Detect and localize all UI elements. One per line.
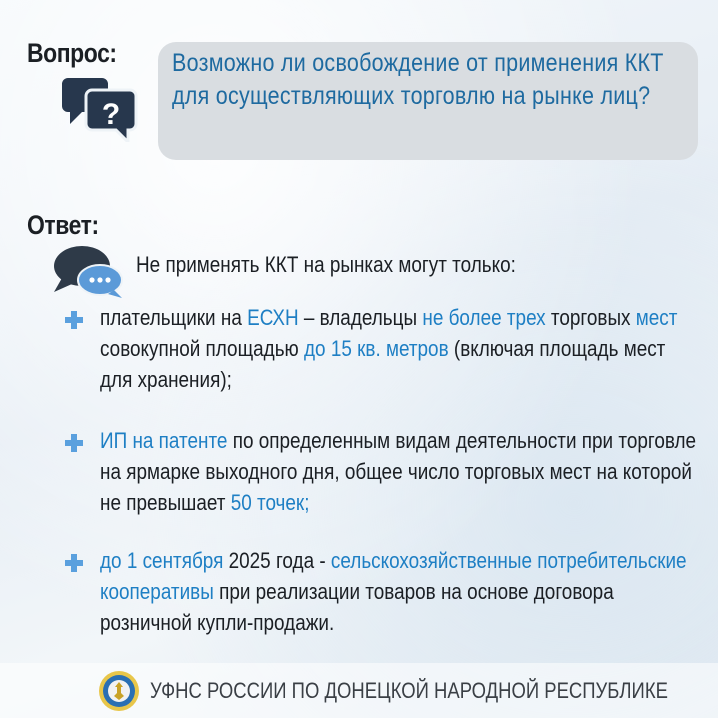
item-text-segment: при реализации товаров на основе договора розничной купли-продажи.	[100, 579, 614, 635]
question-text: Возможно ли освобождение от применения ККТ для осуществляющих торговлю на рынке лиц?	[172, 49, 664, 110]
highlighted-text: сельскохозяйственные потребительские кооперативы	[100, 548, 687, 604]
plus-bullet-icon	[64, 310, 84, 330]
item-text-segment: совокупной площадью	[100, 336, 305, 361]
list-item	[62, 302, 718, 395]
plus-bullet-icon	[64, 553, 84, 573]
question-label: Вопрос:	[27, 38, 117, 68]
highlighted-text: до 1 сентября	[100, 548, 224, 573]
item-text-segment: (включая площадь мест для хранения);	[100, 336, 666, 392]
item-text-segment: плательщики на	[100, 305, 248, 330]
highlighted-text: мест	[635, 305, 678, 330]
question-bubble	[158, 42, 698, 160]
question-chat-icon	[62, 72, 138, 142]
highlighted-text: 50 точек;	[230, 490, 310, 515]
list-item	[62, 545, 718, 638]
highlighted-text: ИП на патенте	[100, 428, 228, 453]
highlighted-text: не более трех	[422, 305, 546, 330]
highlighted-text: ЕСХН	[247, 305, 299, 330]
list-item-text	[100, 425, 702, 518]
plus-bullet-icon	[64, 433, 84, 453]
item-text-segment: 2025 года -	[223, 548, 331, 573]
list-item-text	[100, 545, 702, 638]
footer-title: УФНС РОССИИ ПО ДОНЕЦКОЙ НАРОДНОЙ РЕСПУБЛИКЕ	[150, 678, 668, 703]
item-text-segment: торговых	[545, 305, 636, 330]
answer-label: Ответ:	[27, 210, 99, 240]
fns-emblem-icon	[98, 670, 140, 712]
item-text-segment: по определенным видам деятельности при торговле на ярмарке выходного дня, общее число торговых мест на которой не превышает	[100, 428, 697, 515]
item-text-segment: – владельцы	[298, 305, 423, 330]
list-item-text	[100, 302, 702, 395]
svg-text:?: ?	[101, 98, 121, 131]
answer-chat-icon	[52, 244, 124, 300]
highlighted-text: до 15 кв. метров	[304, 336, 449, 361]
answer-intro: Не применять ККТ на рынках могут только:	[136, 252, 516, 277]
list-item	[62, 425, 718, 518]
